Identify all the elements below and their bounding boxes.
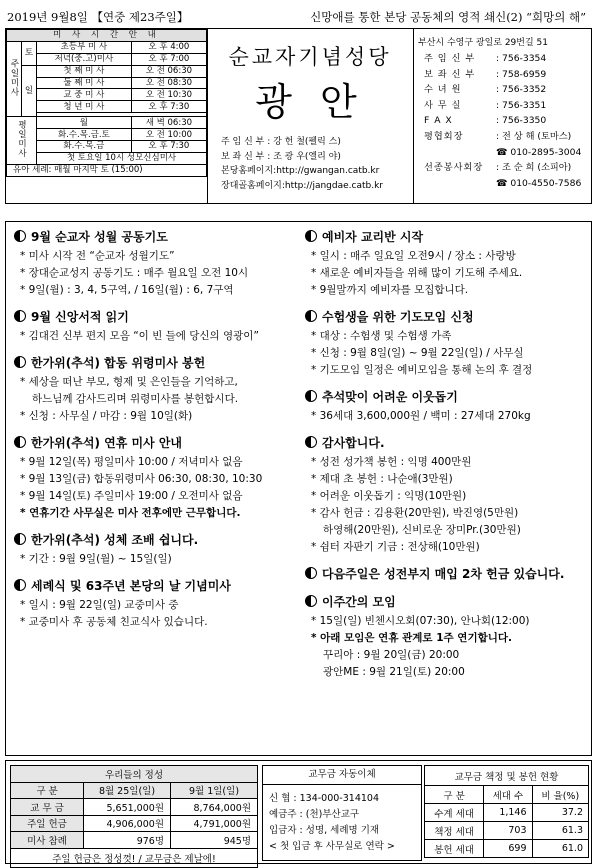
offering-col-label: 구 분 xyxy=(11,782,84,799)
mass-name: 둘 째 미 사 xyxy=(37,77,132,89)
bullet-icon xyxy=(305,567,317,579)
bullet-icon xyxy=(14,356,26,368)
notice-line: * 9월 13일(금) 합동위령미사 06:30, 08:30, 10:30 xyxy=(20,473,263,485)
notice-title: 세례식 및 63주년 본당의 날 기념미사 xyxy=(14,577,297,594)
mass-name: 교 중 미 사 xyxy=(37,89,132,101)
mass-time: 오 후 7:30 xyxy=(131,141,206,153)
notice-line: * 아래 모임은 연휴 관계로 1주 연기합니다. xyxy=(311,632,513,644)
notice-line: * 기도모임 일정은 예비모임을 통해 논의 후 결정 xyxy=(311,364,533,376)
offering-value: 4,791,000원 xyxy=(171,815,258,832)
mass-name: 초등부 미 사 xyxy=(37,41,132,53)
notice-line: * 9일(월) : 3, 4, 5구역, / 16일(월) : 6, 7구역 xyxy=(20,284,234,296)
infant-baptism-note: 유아 세례: 매월 마지막 토 (15:00) xyxy=(7,164,207,176)
transfer-line: < 첫 입금 후 사무실로 연락 > xyxy=(269,841,395,852)
mass-name: 월 xyxy=(37,117,132,129)
transfer-line: 예금주 : (천)부산교구 xyxy=(269,809,360,820)
notice-line: * 9월 14일(토) 주일미사 19:00 / 오전미사 없음 xyxy=(20,490,243,502)
notice-line: * 9월말까지 예비자를 모집합니다. xyxy=(311,284,469,296)
notice-line: * 신청 : 9월 8일(일) ~ 9월 22일(일) / 사무실 xyxy=(311,347,524,359)
transfer-title: 교무금 자동이체 xyxy=(263,766,421,785)
stat-label: 책정 세대 xyxy=(425,822,484,840)
notice-line: * 어려운 이웃돕기 : 익명(10만원) xyxy=(311,490,467,502)
notice-line: * 김대건 신부 편지 모음 “이 빈 들에 당신의 영광이” xyxy=(20,330,259,342)
notice-title: 감사합니다. xyxy=(305,434,588,451)
notice-title: 이주간의 모임 xyxy=(305,593,588,610)
contact-row: F A X : 756-3350 xyxy=(424,115,547,127)
notice-title: 한가위(추석) 합동 위령미사 봉헌 xyxy=(14,354,297,371)
notice-line: * 제대 초 봉헌 : 나순애(3만원) xyxy=(311,473,453,485)
notice-line: * 교중미사 후 공동체 친교식사 있습니다. xyxy=(20,616,208,628)
church-address: 부산시 수영구 광일로 29번길 51 xyxy=(418,38,548,48)
bullet-icon xyxy=(305,310,317,322)
mass-time: 오 전 10:00 xyxy=(131,129,206,141)
bulletin-header xyxy=(5,6,592,26)
bullet-icon xyxy=(305,230,317,242)
contact-row: ☎ 010-2895-3004 xyxy=(496,146,582,158)
tithe-status-table xyxy=(424,765,589,858)
contact-row: 주 임 신 부 : 756-3354 xyxy=(424,53,547,64)
mass-name: 화.수.목.금.토 xyxy=(37,129,132,141)
notice-thanks xyxy=(305,434,588,554)
offering-value: 5,651,000원 xyxy=(84,799,171,816)
offering-row-label: 미사 참례 xyxy=(11,832,84,849)
notice-line: * 세상을 떠난 부모, 형제 및 은인들을 기억하고, xyxy=(20,376,238,388)
notice-line: * 미사 시작 전 “순교자 성월기도” xyxy=(20,250,175,262)
issue-date: 2019년 9월8일 【연중 제23주일】 xyxy=(7,10,189,24)
mass-time: 오 전 10:30 xyxy=(131,89,206,101)
notice-line: * 신청 : 사무실 / 마감 : 9월 10일(화) xyxy=(20,410,193,422)
contact-row: 수 녀 원 : 756-3352 xyxy=(424,84,547,96)
saturday-label: 토 xyxy=(22,41,37,65)
stat-label: 수계 세대 xyxy=(425,804,484,822)
transfer-line: 입금자 : 성명, 세례명 기재 xyxy=(269,825,380,836)
notices-left-column xyxy=(14,228,297,640)
notice-exam-prayer xyxy=(305,308,588,377)
bullet-icon xyxy=(305,595,317,607)
mass-name: 저녁(중.고)미사 xyxy=(37,53,132,65)
auto-transfer-box xyxy=(262,765,422,861)
notice-line: 광안ME : 9월 21일(토) 20:00 xyxy=(323,666,465,678)
stat-count: 1,146 xyxy=(484,804,532,822)
church-title-block xyxy=(207,29,414,203)
stat-ratio: 61.3 xyxy=(532,822,588,840)
contact-row: ☎ 010-4550-7586 xyxy=(496,177,582,189)
mass-name: 화.수.목.금 xyxy=(37,141,132,153)
notice-line: * 기간 : 9월 9일(월) ~ 15일(일) xyxy=(20,553,172,565)
homepage-link[interactable]: 본당홈페이지:http://gwangan.catb.kr xyxy=(221,166,380,176)
mass-name: 첫 째 미 사 xyxy=(37,65,132,77)
notice-line: * 9월 12일(목) 평일미사 10:00 / 저녁미사 없음 xyxy=(20,456,243,468)
notice-line: * 감사 헌금 : 김용환(20만원), 박진영(5만원) xyxy=(311,507,519,519)
stat-header: 세대 수 xyxy=(484,786,532,804)
notice-title: 추석맞이 어려운 이웃돕기 xyxy=(305,388,588,405)
first-saturday-mass: 첫 토요일 10시 성모신심미사 xyxy=(37,152,207,164)
finance-section xyxy=(5,760,592,864)
notice-title: 다음주일은 성전부지 매입 2차 헌금 있습니다. xyxy=(305,565,588,582)
notice-adoration xyxy=(14,531,297,566)
bullet-icon xyxy=(14,533,26,545)
bulletin-theme: 신망애를 통한 본당 공동체의 영적 쇄신(2) “희망의 해” xyxy=(310,10,586,24)
contact-row: 사 무 실 : 756-3351 xyxy=(424,99,547,111)
notice-line: * 성전 성가책 봉헌 : 익명 400만원 xyxy=(311,456,472,468)
bullet-icon xyxy=(14,230,26,242)
stat-header: 구 분 xyxy=(425,786,484,804)
notice-martyrs-month xyxy=(14,228,297,297)
notice-title: 9월 순교자 성월 공동기도 xyxy=(14,228,297,245)
mass-time: 새 벽 06:30 xyxy=(131,117,206,129)
church-short-name: 광 안 xyxy=(255,80,365,124)
church-info xyxy=(221,135,383,193)
contact-list xyxy=(424,51,581,191)
mass-schedule-title: 미 사 시 간 안 내 xyxy=(7,30,207,42)
bullet-icon xyxy=(14,579,26,591)
offering-row-label: 교 무 금 xyxy=(11,799,84,816)
notice-line: 하느님께 감사드리며 위령미사를 봉헌합시다. xyxy=(32,393,239,405)
offering-date: 8월 25일(일) xyxy=(84,782,171,799)
offering-value: 4,906,000원 xyxy=(84,815,171,832)
notice-line: * 일시 : 9월 22일(일) 교중미사 중 xyxy=(20,599,179,611)
offering-title: 우리들의 정성 xyxy=(11,766,258,783)
notices-section xyxy=(5,221,592,756)
bullet-icon xyxy=(305,436,317,448)
bullet-icon xyxy=(305,390,317,402)
notice-title: 9월 신앙서적 읽기 xyxy=(14,308,297,325)
notice-line: * 대상 : 수험생 및 수험생 가족 xyxy=(311,330,452,342)
offering-row-label: 주일 헌금 xyxy=(11,815,84,832)
stat-ratio: 37.2 xyxy=(532,804,588,822)
notice-meetings xyxy=(305,593,588,679)
mass-schedule xyxy=(6,29,208,203)
stat-ratio: 61.0 xyxy=(532,840,588,858)
notice-line: 꾸리아 : 9월 20일(금) 20:00 xyxy=(323,649,460,661)
offering-value: 8,764,000원 xyxy=(171,799,258,816)
offering-footer: 주일 헌금은 정성껏! / 교무금은 제날에! xyxy=(11,848,258,867)
transfer-line: 신 협 : 134-000-314104 xyxy=(269,793,380,804)
notice-memorial-mass xyxy=(14,354,297,423)
notices-right-column xyxy=(305,228,588,690)
stat-header: 비 율(%) xyxy=(532,786,588,804)
pastor: 주 임 신 부 : 강 헌 철(펠릭 스) xyxy=(221,137,341,147)
notice-title: 한가위(추석) 연휴 미사 안내 xyxy=(14,434,297,451)
stat-label: 봉헌 세대 xyxy=(425,840,484,858)
stat-title: 교무금 책정 및 봉헌 현황 xyxy=(425,766,589,786)
notice-title: 수험생을 위한 기도모임 신청 xyxy=(305,308,588,325)
contact-row: 선종봉사회장 : 조 순 희 (소피아) xyxy=(424,162,572,174)
notice-line: 하영해(20만원), 신비로운 장미Pr.(30만원) xyxy=(323,524,521,536)
bullet-icon xyxy=(14,310,26,322)
bullet-icon xyxy=(14,436,26,448)
sunday-mass-label: 주일미사 xyxy=(7,41,22,116)
notice-line: * 연휴기간 사무실은 미사 전후에만 근무합니다. xyxy=(20,507,241,519)
stat-count: 699 xyxy=(484,840,532,858)
jangdae-homepage-link[interactable]: 장대골홈페이지:http://jangdae.catb.kr xyxy=(221,180,383,191)
notice-line: * 새로운 예비자들을 위해 많이 기도해 주세요. xyxy=(311,267,523,279)
notice-neighbors xyxy=(305,388,588,423)
mass-time: 오 후 7:00 xyxy=(131,53,206,65)
church-name: 순교자기념성당 xyxy=(228,45,392,69)
notice-title: 한가위(추석) 성체 조배 쉽니다. xyxy=(14,531,297,548)
notice-holiday-mass xyxy=(14,434,297,520)
mass-time: 오 후 4:00 xyxy=(131,41,206,53)
weekday-mass-label: 평일미사 xyxy=(7,117,37,165)
notice-second-collection xyxy=(305,565,588,582)
notice-baptism xyxy=(14,577,297,629)
offering-date: 9월 1일(일) xyxy=(171,782,258,799)
mass-name: 청 년 미 사 xyxy=(37,101,132,113)
masthead xyxy=(5,28,592,204)
offering-value: 945명 xyxy=(171,832,258,849)
notice-line: * 15일(일) 빈첸시오회(07:30), 안나회(12:00) xyxy=(311,615,530,627)
mass-time: 오 전 06:30 xyxy=(131,65,206,77)
notice-catechumen xyxy=(305,228,588,297)
contact-row: 보 좌 신 부 : 758-6959 xyxy=(424,68,547,80)
notice-reading xyxy=(14,308,297,343)
mass-time: 오 후 7:30 xyxy=(131,101,206,113)
contact-block xyxy=(414,29,592,203)
sunday-day-label: 일 xyxy=(22,65,37,117)
notice-line: * 장대순교성지 공동기도 : 매주 월요일 오전 10시 xyxy=(20,267,249,279)
assistant-priest: 보 좌 신 부 : 조 광 우(엘리 야) xyxy=(221,151,341,162)
offering-table xyxy=(10,765,258,868)
offering-value: 976명 xyxy=(84,832,171,849)
stat-count: 703 xyxy=(484,822,532,840)
notice-line: * 36세대 3,600,000원 / 백미 : 27세대 270kg xyxy=(311,410,531,422)
notice-line: * 쉼터 자판기 기금 : 전상해(10만원) xyxy=(311,541,480,553)
contact-row: 평협회장 : 전 상 해 (토마스) xyxy=(424,130,572,142)
mass-time: 오 전 08:30 xyxy=(131,77,206,89)
notice-line: * 일시 : 매주 일요일 오전9시 / 장소 : 사랑방 xyxy=(311,250,516,262)
notice-title: 예비자 교리반 시작 xyxy=(305,228,588,245)
